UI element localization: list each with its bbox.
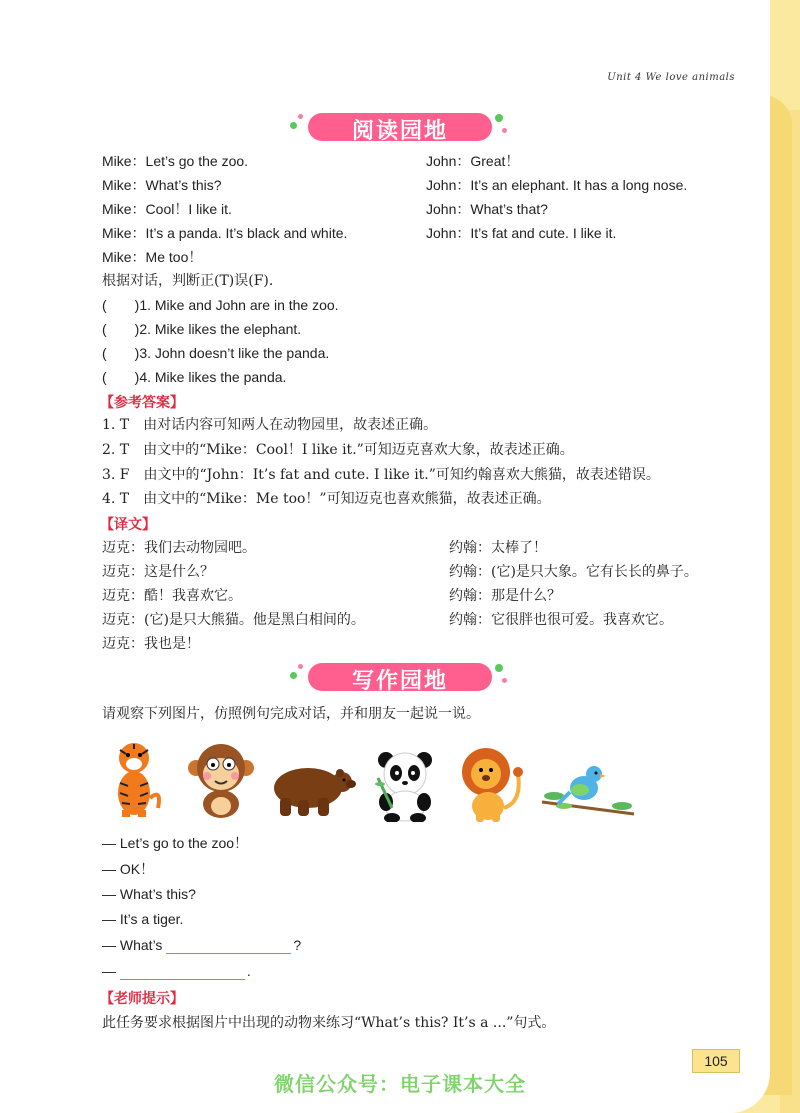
tiger-picture [100,738,168,818]
blank-prefix: — [102,963,116,979]
page-number: 105 [692,1049,740,1073]
dialogue-line: John：It’s fat and cute. I like it. [426,225,617,241]
translation-line: 约翰：太棒了！ [449,540,547,556]
translation-line: 约翰：它很胖也很可爱。我喜欢它。 [449,612,673,628]
reading-banner [290,110,510,144]
answer-blank[interactable] [120,965,245,980]
blank-prefix: — What’s [102,937,163,953]
translation-line: 约翰：那是什么？ [449,588,561,604]
writing-banner [290,660,510,694]
writing-dialogue-line: — OK！ [102,861,155,877]
bird-picture [540,762,636,820]
dialogue-line: Mike：What’s this? [102,177,222,193]
dialogue-line: Mike：Me too！ [102,249,203,265]
writing-blank-line-2 [102,962,251,980]
lion-picture [456,744,528,824]
answer-blank[interactable] [166,939,291,954]
translation-line: 约翰：(它)是只大象。它有长长的鼻子。 [449,564,698,580]
teacher-tip-tag: 【老师提示】 [100,990,184,1006]
teacher-tip: 此任务要求根据图片中出现的动物来练习“What’s this? It’s a ...”句式。 [102,1015,556,1031]
writing-dialogue-line: — It’s a tiger. [102,911,184,927]
dialogue-line: Mike：Cool！I like it. [102,201,232,217]
panda-picture [372,748,438,822]
bear-picture [268,760,356,820]
question-item: ( )2. Mike likes the elephant. [102,321,302,337]
blank-suffix: . [246,963,251,979]
translation-line: 迈克：这是什么？ [102,564,214,580]
translation-tag: 【译文】 [100,516,156,532]
writing-dialogue-line: — What’s this? [102,886,196,902]
question-item: ( )4. Mike likes the panda. [102,369,287,385]
answer-item: 1. T 由对话内容可知两人在动物园里，故表述正确。 [102,417,438,433]
dialogue-line: John：What’s that? [426,201,548,217]
footer-watermark: 微信公众号：电子课本大全 [274,1072,526,1096]
monkey-picture [186,738,256,820]
unit-header: Unit 4 We love animals [607,72,735,83]
dialogue-line: John：It’s an elephant. It has a long nose. [426,177,688,193]
translation-line: 迈克：(它)是只大熊猫。他是黑白相间的。 [102,612,365,628]
writing-blank-line-1 [102,936,301,954]
answer-tag: 【参考答案】 [100,394,184,410]
writing-title: 写作园地 [351,669,448,694]
answer-item: 3. F 由文中的“John：It’s fat and cute. I like it.”可知约翰喜欢大熊猫，故表述错误。 [102,467,660,483]
translation-line: 迈克：酷！我喜欢它。 [102,588,242,604]
question-item: ( )3. John doesn’t like the panda. [102,345,330,361]
dialogue-line: Mike：Let’s go the zoo. [102,153,249,169]
translation-line: 迈克：我也是！ [102,636,200,652]
answer-item: 4. T 由文中的“Mike：Me too！”可知迈克也喜欢熊猫，故表述正确。 [102,491,551,507]
writing-instruction: 请观察下列图片，仿照例句完成对话，并和朋友一起说一说。 [102,706,480,722]
answer-item: 2. T 由文中的“Mike：Cool！I like it.”可知迈克喜欢大象，故表述正确。 [102,442,574,458]
dialogue-line: Mike：It’s a panda. It’s black and white. [102,225,348,241]
reading-instruction: 根据对话，判断正(T)误(F). [102,273,274,289]
writing-dialogue-line: — Let’s go to the zoo！ [102,835,249,851]
blank-suffix: ? [293,937,302,953]
question-item: ( )1. Mike and John are in the zoo. [102,297,339,313]
translation-line: 迈克：我们去动物园吧。 [102,540,256,556]
reading-title: 阅读园地 [351,119,448,144]
dialogue-line: John：Great！ [426,153,520,169]
